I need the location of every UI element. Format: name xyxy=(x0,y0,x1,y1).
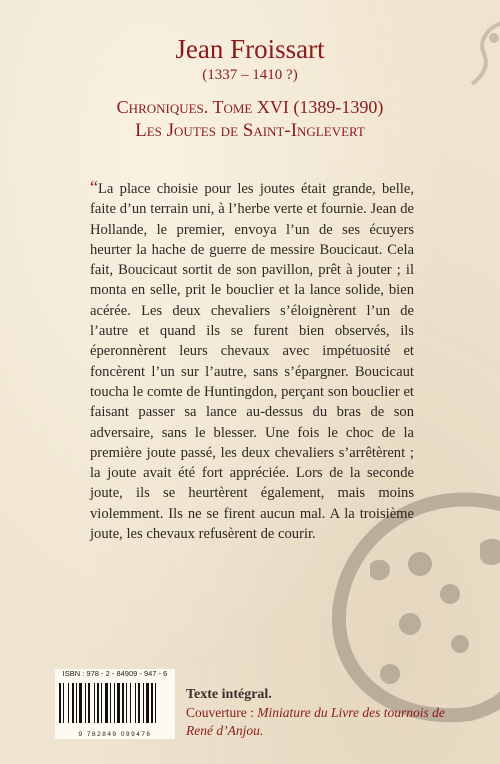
quote-text: La place choisie pour les joutes était grande, belle, faite d’un terrain uni, à l’herbe verte et fournie. Jean de Hollande, le premier, envoya l’un de ses écuyers heurter la hache de guerre de messire Boucicaut. Cela fait, Boucicaut sortit de son pavillon, prêt à jouter ; il monta en selle, prit le bouclier et la lance solide, bien acérée. Les deux chevaliers s’éloignèrent l’un de l’autre et quand ils se furent bien observés, ils éperonnèrent leurs chevaux avec impétuosité et foncèrent l’un sur l’autre, sans s’épargner. Boucicaut toucha le comte de Huntingdon, perçant son bouclier et faisant passer sa lance au-dessus du bras de son adversaire, sans le blesser. Une fois le choc de la première joute passé, les deux chevaliers s’arrêtèrent ; la joute avait été fort appréciée. Lors de la seconde joute, ils se heurtèrent également, mais moins violemment. Ils ne se firent aucun mal. A la troisième joute, les chevaux refusèrent de courir. xyxy=(90,181,414,543)
barcode-icon xyxy=(59,683,171,729)
isbn-label: ISBN : 978 - 2 - 84909 - 947 - 6 xyxy=(62,669,168,678)
cover-title-2: René d’Anjou. xyxy=(186,723,264,738)
cover-credit-line xyxy=(186,704,486,722)
barcode-digits: 9 782849 099476 xyxy=(78,731,152,738)
cover-credit-line-2 xyxy=(186,722,486,740)
series-title: Chroniques. Tome XVI (1389-1390) xyxy=(116,97,384,117)
full-text-label: Texte intégral. xyxy=(186,687,272,702)
cover-title: Miniature du Livre des tournois de xyxy=(257,705,445,720)
author-name: Jean Froissart xyxy=(175,34,325,64)
author-dates: (1337 – 1410 ?) xyxy=(202,67,298,83)
barcode-panel xyxy=(55,669,175,739)
credits-block xyxy=(186,686,486,740)
quote-mark: “ xyxy=(90,177,98,197)
cover-label: Couverture : xyxy=(186,705,254,720)
back-cover-quote xyxy=(90,177,414,544)
book-header xyxy=(0,34,500,142)
book-subtitle: Les Joutes de Saint-Inglevert xyxy=(135,120,365,141)
